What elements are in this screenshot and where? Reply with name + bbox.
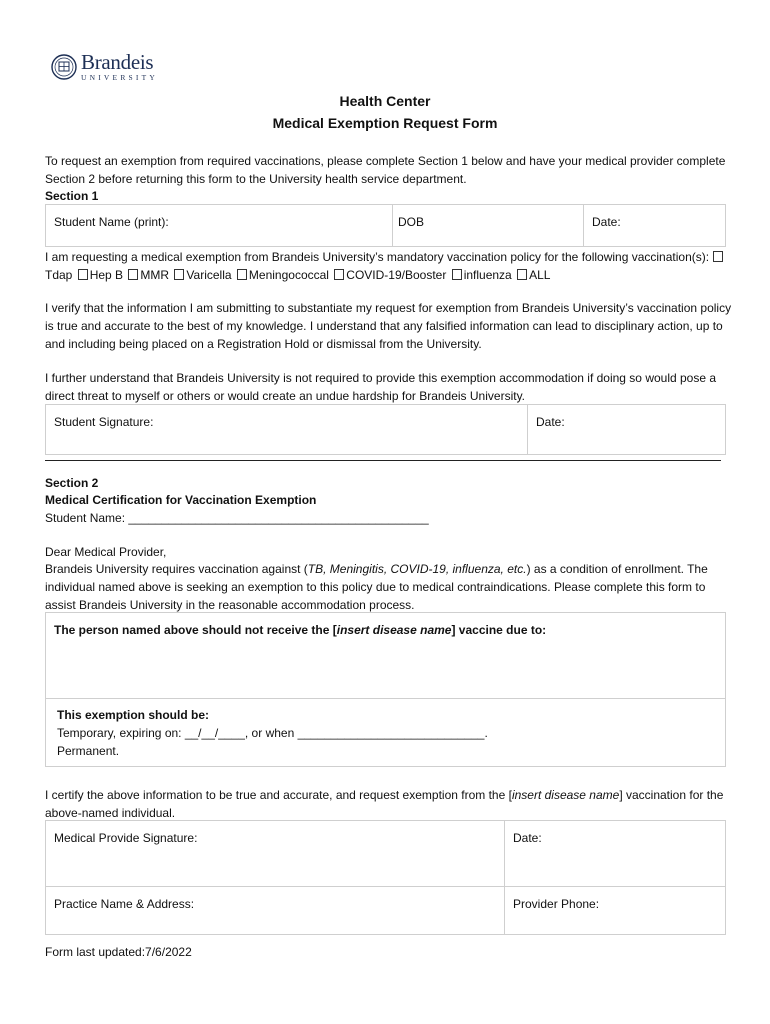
verify-text: I verify that the information I am submitting to substantiate my request for exemption from Brandeis University’s vaccination policy is true and accurate to the best of my knowledge. I understand that any falsified information can lead to disciplinary action, up to and including being placed on a Registration Hold or dismissal from the University. [45,301,732,351]
meningococcal-checkbox[interactable] [237,269,247,280]
provider-date-label[interactable]: Date: [513,831,542,845]
provider-signature-label[interactable]: Medical Provide Signature: [54,831,198,845]
practice-label[interactable]: Practice Name & Address: [54,897,195,911]
section2-student-name[interactable]: Student Name: _____________________________________________ [45,511,429,525]
hep-b-label: Hep B [89,268,124,282]
body-italic: TB, Meningitis, COVID-19, influenza, etc. [307,562,527,576]
reason-part-b: ] vaccine due to: [451,623,547,637]
varicella-label: Varicella [186,268,232,282]
university-seal-icon [51,54,77,80]
salutation: Dear Medical Provider, [45,545,167,559]
brandeis-logo [51,52,158,82]
covid-label: COVID-19/Booster [346,268,447,282]
permanent-option[interactable]: Permanent. [57,744,120,758]
provider-body [45,560,735,614]
further-text: I further understand that Brandeis University is not required to provide this exemption accommodation if doing so would pose a direct threat to myself or others or would create an undue hardship for Brandeis University. [45,371,717,403]
certify-part-b: ] vaccination for the above-named individual. [45,788,724,820]
header-title: Health Center [339,93,431,109]
influenza-label: influenza [463,268,512,282]
temporary-option[interactable]: Temporary, expiring on: __/__/____, or when ____________________________. [57,726,488,740]
reason-italic: insert disease name [336,623,452,637]
all-label: ALL [529,268,551,282]
hep-b-checkbox[interactable] [78,269,88,280]
all-checkbox[interactable] [517,269,527,280]
certify-part-a: I certify the above information to be true and accurate, and request exemption from the [ [45,788,512,802]
mmr-label: MMR [140,268,170,282]
reason-part-a: The person named above should not receive the [ [54,623,337,637]
request-text: I am requesting a medical exemption from Brandeis University’s mandatory vaccination policy for the following vaccination(s): [45,250,710,264]
section1-heading: Section 1 [45,189,99,203]
exemption-reason-table [45,612,726,767]
meningococcal-label: Meningococcal [248,268,329,282]
mmr-checkbox[interactable] [128,269,138,280]
body-part-b: ) as a condition of enrollment. The individual named above is seeking an exemption to this policy due to medical contraindications. Please complete this form to assist Brandeis University in the reasonable accommodation process. [45,562,708,612]
reason-label[interactable] [54,623,546,637]
intro-text: To request an exemption from required vaccinations, please complete Section 1 below and have your medical provider complete Section 2 before returning this form to the University health service department. [45,154,726,186]
student-name-label[interactable]: Student Name (print): [54,215,169,229]
logo-name: Brandeis [81,50,154,74]
footer-updated: Form last updated:7/6/2022 [45,945,192,959]
certify-text [45,786,735,822]
certify-italic: insert disease name [511,788,620,802]
date-label[interactable]: Date: [592,215,621,229]
varicella-checkbox[interactable] [174,269,184,280]
provider-signature-table [45,820,726,935]
vaccine-request [45,248,735,284]
logo-subtitle: UNIVERSITY [81,73,158,82]
influenza-checkbox[interactable] [452,269,462,280]
form-title: Medical Exemption Request Form [272,115,498,131]
section-divider [45,460,721,461]
body-part-a: Brandeis University requires vaccination against ( [45,562,308,576]
student-signature-table [45,404,726,455]
section2-heading: Section 2 [45,476,99,490]
dob-label[interactable]: DOB [398,215,425,229]
tdap-label: Tdap [45,268,73,282]
covid-checkbox[interactable] [334,269,344,280]
provider-phone-label[interactable]: Provider Phone: [513,897,600,911]
exemption-heading: This exemption should be: [57,708,210,722]
student-info-table [45,204,726,247]
student-signature-label[interactable]: Student Signature: [54,415,154,429]
section2-subheading: Medical Certification for Vaccination Exemption [45,493,317,507]
tdap-checkbox[interactable] [713,251,723,262]
signature-date-label[interactable]: Date: [536,415,565,429]
